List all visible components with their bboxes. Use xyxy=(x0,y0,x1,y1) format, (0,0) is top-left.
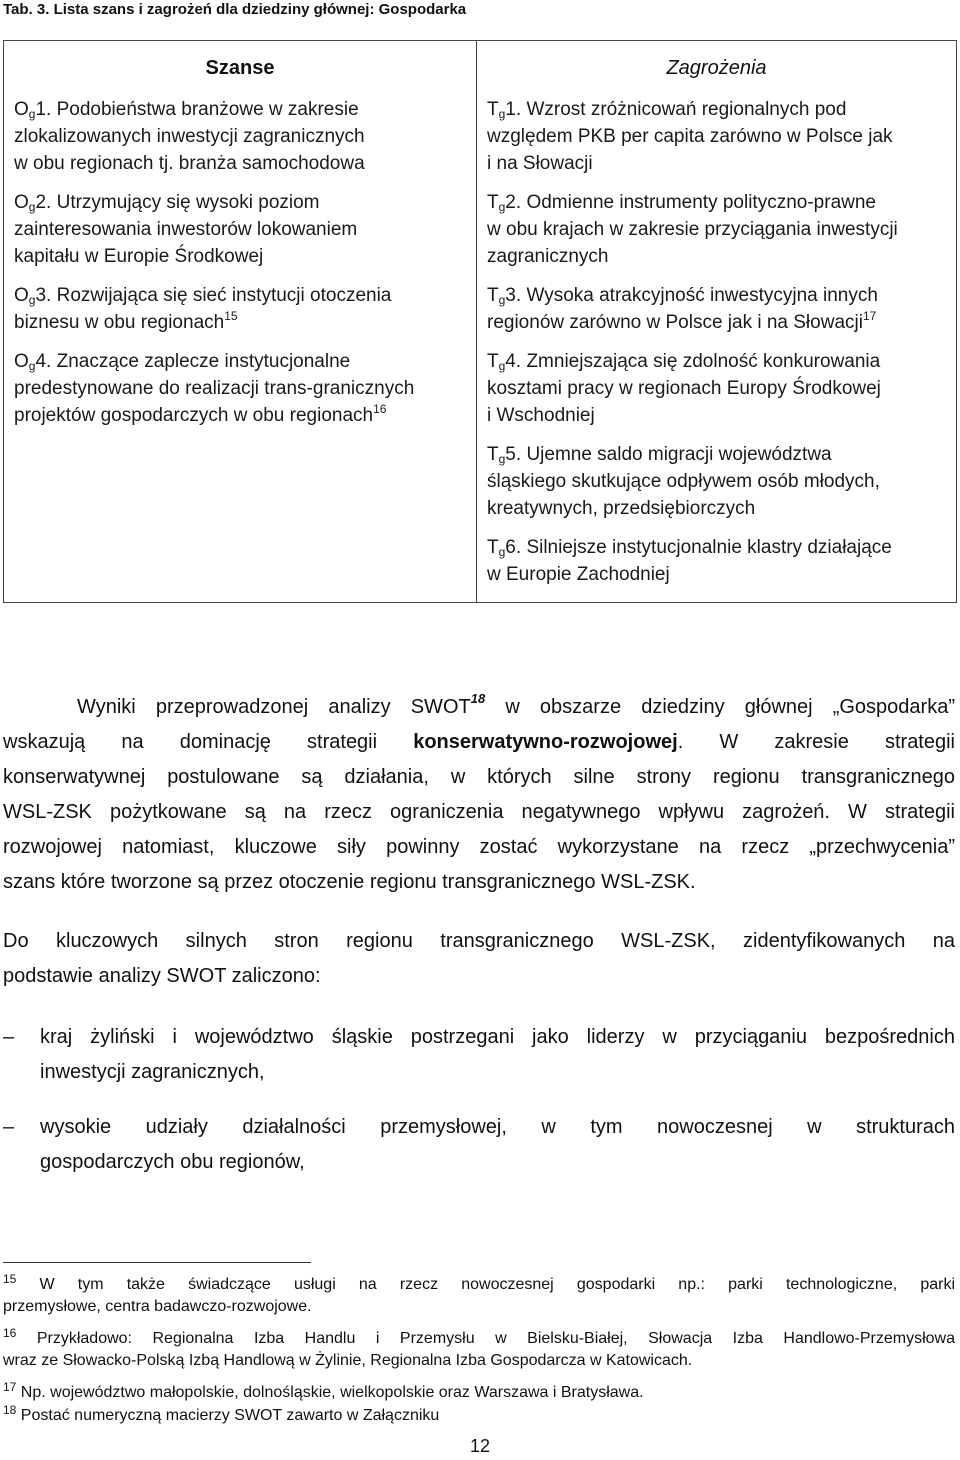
list-item-line: w Europie Zachodniej xyxy=(487,564,670,585)
opportunities-list xyxy=(14,96,466,429)
list-item-line: predestynowane do realizacji trans-granicznych xyxy=(14,378,415,399)
opportunities-header: Szanse xyxy=(205,57,275,79)
threats-list xyxy=(487,96,946,588)
list-item-line: $O_g3$. Rozwijająca się sieć instytucji otoczenia xyxy=(14,285,392,307)
footnote-ref: 17 xyxy=(862,309,877,323)
list-item-line: regionów zarówno w Polsce jak i na Słowacji$^{17}$ xyxy=(487,309,877,333)
list-item xyxy=(14,282,466,336)
list-item-line: zainteresowania inwestorów lokowaniem xyxy=(14,219,358,240)
list-item-line: wysokie udziały działalności przemysłowej, w tym nowoczesnej w strukturach xyxy=(40,1116,955,1138)
list-item-line: w obu krajach w zakresie przyciągania inwestycji xyxy=(487,219,898,240)
paragraph-line: rozwojowej natomiast, kluczowe siły powinny zostać wykorzystane na rzecz „przechwycenia” xyxy=(3,836,955,858)
list-item xyxy=(487,189,946,270)
footnote-ref-18: 18 xyxy=(470,691,486,706)
list-item-line: kreatywnych, przedsiębiorczych xyxy=(487,498,756,519)
list-item xyxy=(487,348,946,429)
list-item-line: biznesu w obu regionach$^{15}$ xyxy=(14,309,238,333)
list-item-line: projektów gospodarczych w obu regionach$^{16}$ xyxy=(14,402,387,426)
footnote-18: $^{18}$ Postać numeryczną macierzy SWOT zawarto w Załączniku xyxy=(3,1403,440,1424)
threats-column xyxy=(477,41,957,603)
dash-bullet-icon: – xyxy=(3,1116,15,1138)
paragraph-line: konserwatywnej postulowane są działania, w których silne strony regionu transgranicznego xyxy=(3,766,955,788)
opportunities-column xyxy=(4,41,477,603)
strengths-intro-paragraph xyxy=(3,924,955,994)
list-item xyxy=(487,96,946,177)
swot-table xyxy=(3,40,957,603)
list-item-line: $T_g3$. Wysoka atrakcyjność inwestycyjna innych xyxy=(487,285,878,307)
table-caption: Tab. 3. Lista szans i zagrożeń dla dziedziny głównej: Gospodarka xyxy=(3,1,467,18)
list-item-line: i na Słowacji xyxy=(487,153,593,174)
list-item xyxy=(14,189,466,270)
dash-bullet-icon: – xyxy=(3,1026,15,1048)
list-item-line: $T_g4$. Zmniejszająca się zdolność konkurowania xyxy=(487,351,881,373)
list-item-line: kraj żyliński i województwo śląskie postrzegani jako liderzy w przyciąganiu bezpośrednich xyxy=(40,1026,955,1048)
paragraph-line: szans które tworzone są przez otoczenie regionu transgranicznego WSL-ZSK. xyxy=(3,871,696,893)
paragraph-line: Do kluczowych silnych stron regionu transgranicznego WSL-ZSK, zidentyfikowanych na xyxy=(3,930,955,952)
paragraph-line: WSL-ZSK pożytkowane są na rzecz ograniczenia negatywnego wpływu zagrożeń. W strategii xyxy=(3,801,955,823)
list-item-line: $T_g6$. Silniejsze instytucjonalnie klastry działające xyxy=(487,537,892,559)
list-item-line: $O_g4$. Znaczące zaplecze instytucjonalne xyxy=(14,351,351,373)
list-item-line: zagranicznych xyxy=(487,246,609,267)
list-item xyxy=(487,282,946,336)
list-item xyxy=(14,96,466,177)
list-item-line: $T_g5$. Ujemne saldo migracji województwa xyxy=(487,444,832,466)
threats-header: Zagrożenia xyxy=(666,57,767,79)
list-item-line: gospodarczych obu regionów, xyxy=(40,1151,305,1173)
footnote-ref: 16 xyxy=(373,402,387,416)
list-item xyxy=(487,441,946,522)
paragraph-line: Wyniki przeprowadzonej analizy SWOT$^{18}$ w obszarze dziedziny głównej „Gospodarka” xyxy=(77,691,955,718)
list-item xyxy=(487,534,946,588)
footnote-17: $^{17}$ Np. województwo małopolskie, dolnośląskie, wielkopolskie oraz Warszawa i Bratysława. xyxy=(3,1380,644,1401)
swot-results-paragraph xyxy=(3,690,955,900)
list-item-line: $T_g2$. Odmienne instrumenty polityczno-prawne xyxy=(487,192,876,214)
list-item-line: $O_g2$. Utrzymujący się wysoki poziom xyxy=(14,192,320,214)
list-item xyxy=(14,348,466,429)
list-item-line: $T_g1$. Wzrost zróżnicowań regionalnych pod xyxy=(487,99,847,121)
list-item-line: w obu regionach tj. branża samochodowa xyxy=(14,153,365,174)
list-item-line: zlokalizowanych inwestycji zagranicznych xyxy=(14,126,365,147)
footnote-ref: 15 xyxy=(224,309,238,323)
list-item-line: $O_g1$. Podobieństwa branżowe w zakresie xyxy=(14,99,359,121)
page-number: 12 xyxy=(469,1436,491,1456)
list-item-line: kapitału w Europie Środkowej xyxy=(14,246,264,267)
footnote-16: $^{16}$ Przykładowo: Regionalna Izba Handlu i Przemysłu w Bielsku-Białej, Słowacja Izba Handlowo-Przemysłowa wraz ze Słowacko-Polską Izbą Handlową w Żylinie, Regionalna Izba Gospodarcza w Katowicach. xyxy=(3,1326,955,1369)
paragraph-line: podstawie analizy SWOT zaliczono: xyxy=(3,965,321,987)
list-item-line: i Wschodniej xyxy=(487,405,595,426)
list-item-line: inwestycji zagranicznych, xyxy=(40,1061,265,1083)
list-item-line: śląskiego skutkujące odpływem osób młodych, xyxy=(487,471,880,492)
strategy-name: konserwatywno-rozwojowej xyxy=(413,731,678,753)
list-item-line: względem PKB per capita zarówno w Polsce jak xyxy=(487,126,893,147)
list-item-line: kosztami pracy w regionach Europy Środkowej xyxy=(487,378,881,399)
paragraph-line: wskazują na dominację strategii konserwatywno-rozwojowej. W zakresie strategii xyxy=(3,731,956,753)
table-header-row xyxy=(4,41,957,603)
footnote-15: $^{15}$ W tym także świadczące usługi na rzecz nowoczesnej gospodarki np.: parki technologiczne, parki przemysłowe, centra badawczo-rozwojowe. xyxy=(3,1272,955,1315)
footnote-separator xyxy=(3,1262,311,1263)
